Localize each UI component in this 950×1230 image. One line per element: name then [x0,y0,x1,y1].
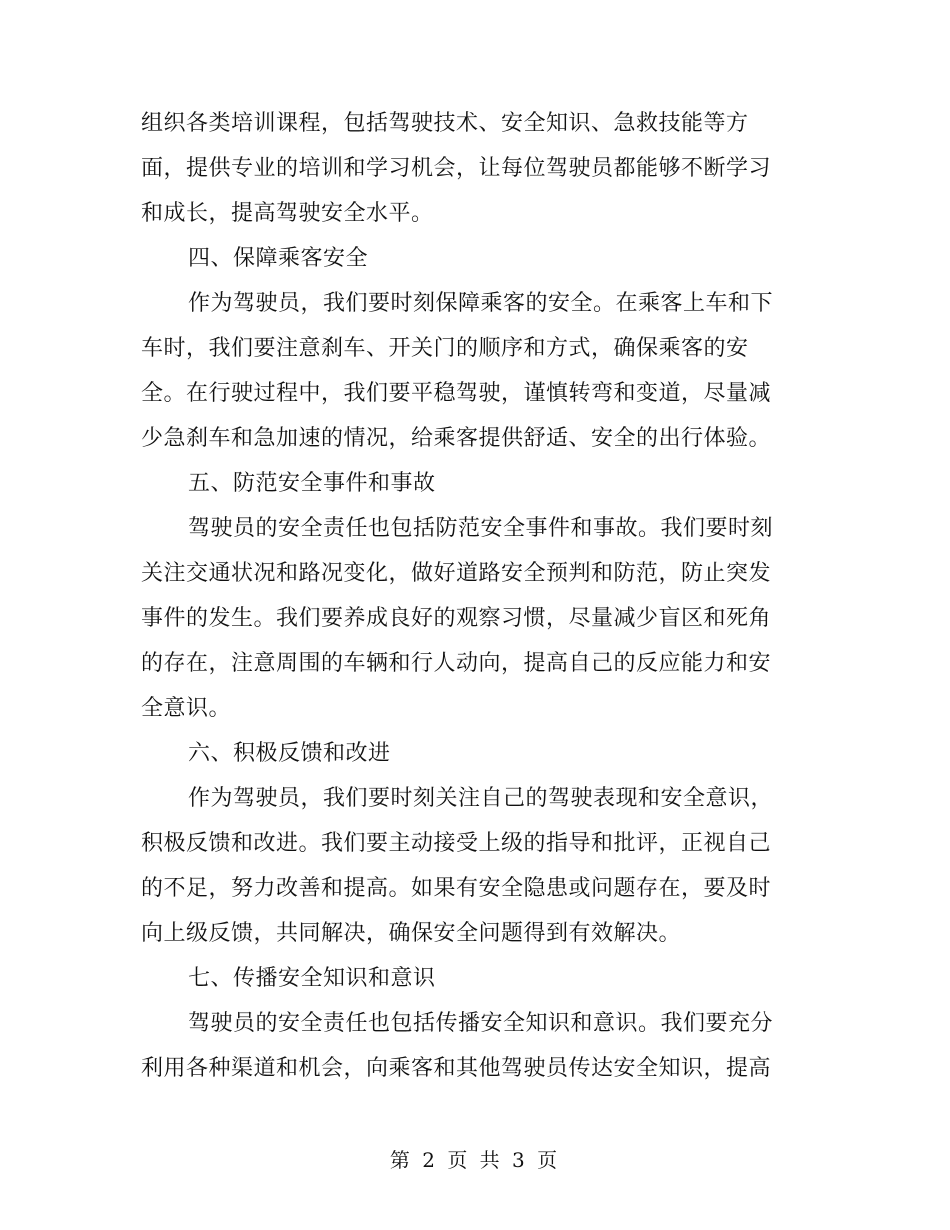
paragraph-line: 全。在行驶过程中，我们要平稳驾驶，谨慎转弯和变道，尽量减 [141,381,772,406]
paragraph-line: 和成长，提高驾驶安全水平。 [141,201,434,226]
paragraph-line: 的存在，注意周围的车辆和行人动向，提高自己的反应能力和安 [141,651,772,676]
section-heading: 七、传播安全知识和意识 [188,966,436,991]
section-heading: 四、保障乘客安全 [188,246,369,271]
paragraph-line: 车时，我们要注意刹车、开关门的顺序和方式，确保乘客的安 [141,336,749,361]
section-heading: 六、积极反馈和改进 [188,741,391,766]
page-number-footer: 第 2 页 共 3 页 [389,1148,561,1172]
paragraph-line: 作为驾驶员，我们要时刻保障乘客的安全。在乘客上车和下 [188,291,774,316]
paragraph-line: 驾驶员的安全责任也包括防范安全事件和事故。我们要时刻 [188,516,774,541]
section-heading: 五、防范安全事件和事故 [188,471,436,496]
paragraph-line: 向上级反馈，共同解决，确保安全问题得到有效解决。 [141,921,682,946]
paragraph-line: 驾驶员的安全责任也包括传播安全知识和意识。我们要充分 [188,1011,774,1036]
paragraph-line: 全意识。 [141,696,232,721]
paragraph-line: 关注交通状况和路况变化，做好道路安全预判和防范，防止突发 [141,561,772,586]
paragraph-line: 事件的发生。我们要养成良好的观察习惯，尽量减少盲区和死角 [141,606,772,631]
paragraph-line: 的不足，努力改善和提高。如果有安全隐患或问题存在，要及时 [141,876,772,901]
paragraph-line: 面，提供专业的培训和学习机会，让每位驾驶员都能够不断学习 [141,156,772,181]
paragraph-line: 利用各种渠道和机会，向乘客和其他驾驶员传达安全知识，提高 [141,1056,772,1081]
paragraph-line: 组织各类培训课程，包括驾驶技术、安全知识、急救技能等方 [141,111,749,136]
paragraph-line: 少急刹车和急加速的情况，给乘客提供舒适、安全的出行体验。 [141,426,772,451]
paragraph-line: 积极反馈和改进。我们要主动接受上级的指导和批评，正视自己 [141,831,772,856]
paragraph-line: 作为驾驶员，我们要时刻关注自己的驾驶表现和安全意识， [188,786,774,811]
